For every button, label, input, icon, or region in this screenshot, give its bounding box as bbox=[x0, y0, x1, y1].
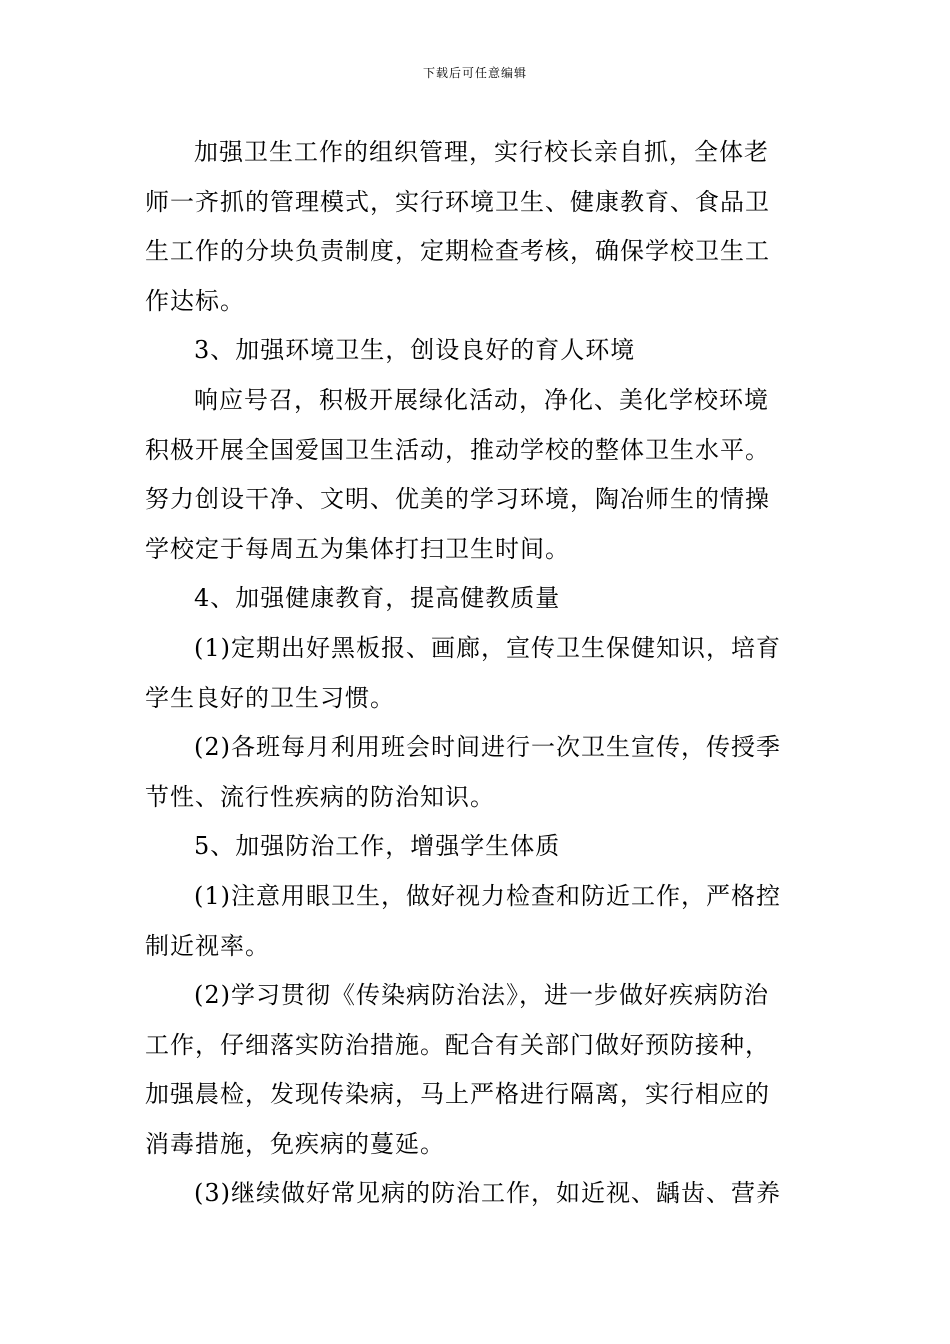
text-line: (2)学习贯彻《传染病防治法》，进一步做好疾病防治 bbox=[194, 981, 769, 1010]
text-line: 积极开展全国爱国卫生活动，推动学校的整体卫生水平。 bbox=[145, 435, 770, 464]
text-line: 作达标。 bbox=[145, 286, 245, 315]
text-line: 节性、流行性疾病的防治知识。 bbox=[145, 782, 495, 811]
text-line: 制近视率。 bbox=[145, 931, 270, 960]
text-line: 师一齐抓的管理模式，实行环境卫生、健康教育、食品卫 bbox=[145, 187, 770, 216]
text-line: 学生良好的卫生习惯。 bbox=[145, 683, 395, 712]
text-line: 加强卫生工作的组织管理，实行校长亲自抓，全体老 bbox=[194, 138, 769, 166]
text-line: 努力创设干净、文明、优美的学习环境，陶冶师生的情操 bbox=[145, 485, 770, 514]
text-line: 生工作的分块负责制度，定期检查考核，确保学校卫生工 bbox=[145, 237, 770, 266]
text-line: (2)各班每月利用班会时间进行一次卫生宣传，传授季 bbox=[194, 733, 781, 762]
document-body bbox=[145, 128, 809, 1219]
section-heading: 3、加强环境卫生，创设良好的育人环境 bbox=[194, 336, 636, 365]
text-line: 工作，仔细落实防治措施。配合有关部门做好预防接种， bbox=[145, 1030, 770, 1059]
text-line: 消毒措施，免疾病的蔓延。 bbox=[145, 1129, 445, 1158]
text-line: 响应号召，积极开展绿化活动，净化、美化学校环境 bbox=[194, 385, 769, 414]
section-heading: 5、加强防治工作，增强学生体质 bbox=[194, 832, 561, 861]
text-line: 学校定于每周五为集体打扫卫生时间。 bbox=[145, 534, 570, 563]
page-header: 下载后可任意编辑 bbox=[422, 66, 527, 80]
text-line: 加强晨检，发现传染病，马上严格进行隔离，实行相应的 bbox=[145, 1080, 770, 1109]
text-line: (1)定期出好黑板报、画廊，宣传卫生保健知识，培育 bbox=[194, 633, 781, 662]
text-line: (1)注意用眼卫生，做好视力检查和防近工作，严格控 bbox=[194, 881, 781, 910]
section-heading: 4、加强健康教育，提高健教质量 bbox=[194, 584, 561, 613]
text-line: (3)继续做好常见病的防治工作，如近视、龋齿、营养 bbox=[194, 1179, 781, 1208]
